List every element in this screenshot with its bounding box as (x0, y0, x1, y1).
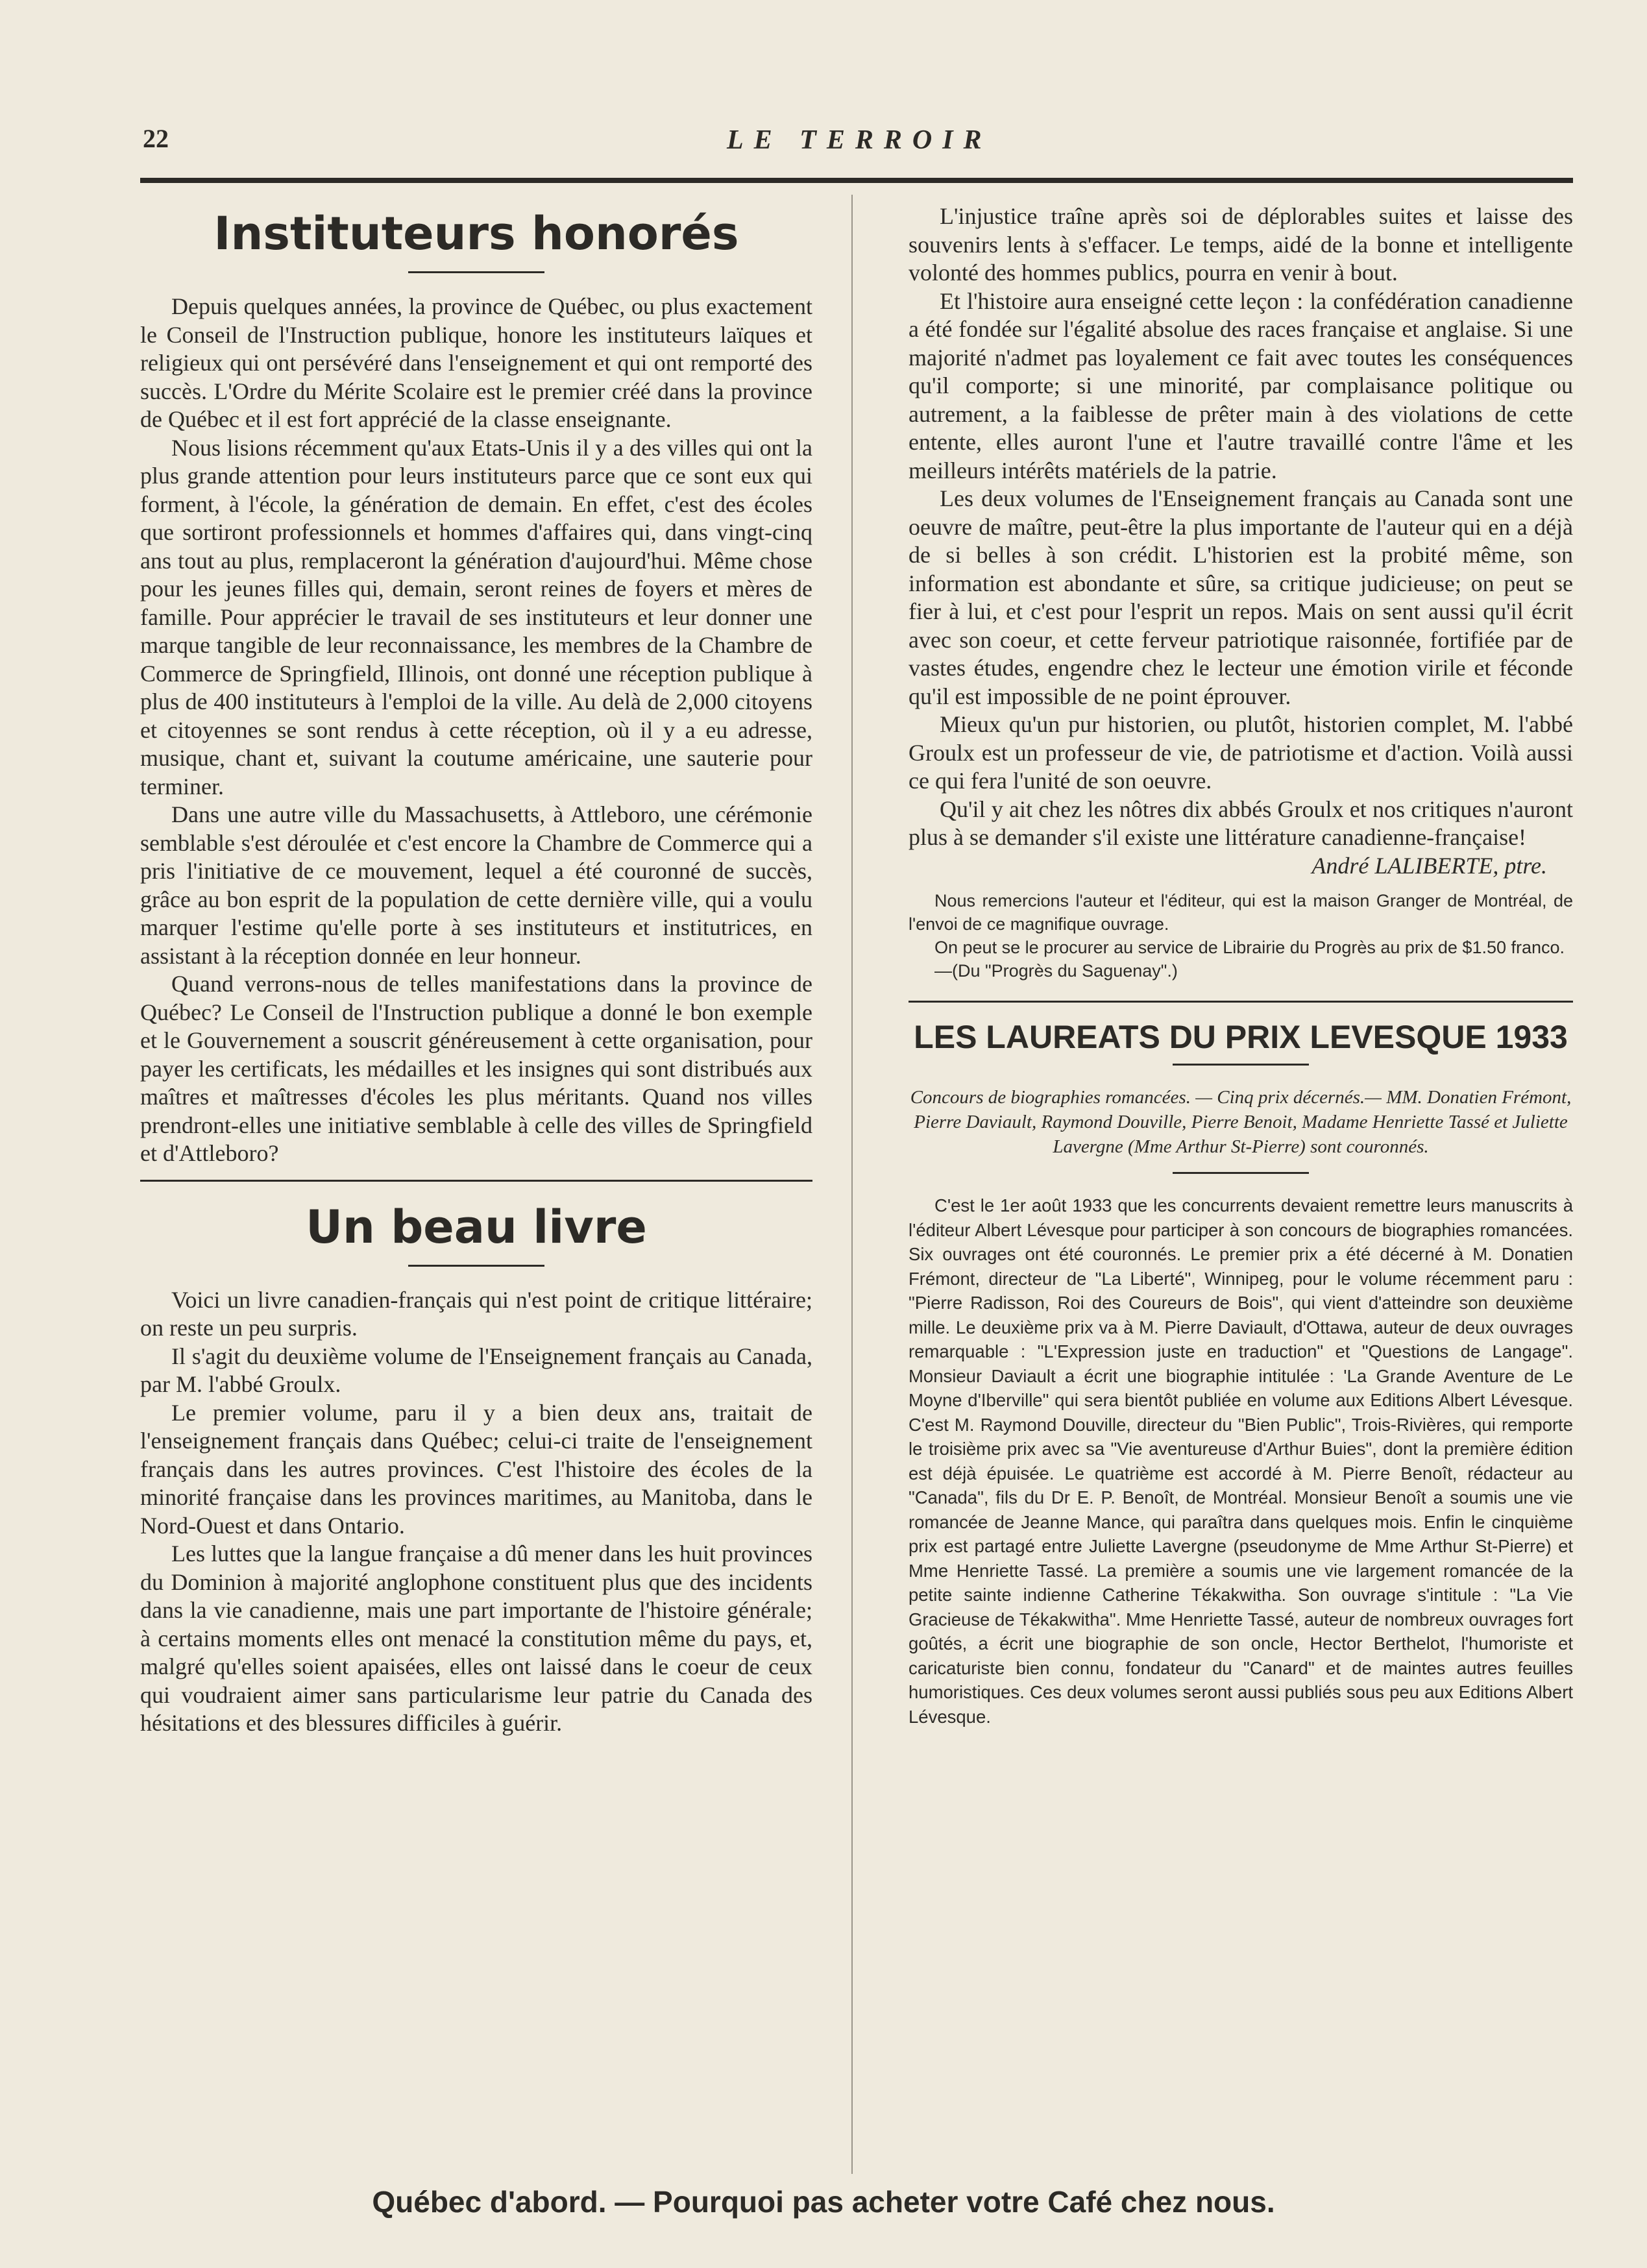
article-paragraph: Les luttes que la langue française a dû mener dans les huit provinces du Dominion à majorité anglophone constituent plus que des incidents dans la vie canadienne, mais une part importante de l'histoire générale; à certains moments elles ont menacé la constitution même du pays, et, malgré qu'elles soient apaisées, elles ont laissé dans le coeur de ceux qui voudraient aimer sans particularisme leur patrie du Canada des hésitations et des blessures difficiles à guérir. (140, 1541, 812, 1736)
article-deck: Concours de biographies romancées. — Cinq prix décernés.— MM. Donatien Frémont, Pierre Daviault, Raymond Douville, Pierre Benoit, Madame Henriette Tassé et Juliette Lavergne (Mme Arthur St-Pierre) sont couronnés. (910, 1087, 1572, 1157)
title-underline (1173, 1064, 1309, 1066)
article-paragraph: Depuis quelques années, la province de Québec, ou plus exactement le Conseil de l'Instruction publique, honore les instituteurs laïques et religieux qui ont persévéré dans l'enseignement et qui ont remporté des succès. L'Ordre du Mérite Scolaire est le premier créé dans la province de Québec et il est fort apprécié de la classe enseignante. (140, 293, 812, 432)
column-divider (851, 195, 853, 2174)
article-paragraph: Voici un livre canadien-français qui n'est point de critique littéraire; on reste un peu surpris. (140, 1286, 812, 1341)
footer-slogan: Québec d'abord. — Pourquoi pas acheter votre Café chez nous. (372, 2185, 1275, 2219)
deck-underline (1173, 1172, 1309, 1174)
author-signature: André LALIBERTE, ptre. (1312, 852, 1547, 879)
article-paragraph: Le premier volume, paru il y a bien deux ans, traitait de l'enseignement français dans Québec; celui-ci traite de l'enseignement français dans les autres provinces. C'est l'histoire des écoles de la minorité française dans les provinces maritimes, au Manitoba, dans le Nord-Ouest et dans Ontario. (140, 1399, 812, 1539)
article-paragraph: Mieux qu'un pur historien, ou plutôt, historien complet, M. l'abbé Groulx est un professeur de vie, de patriotisme et d'action. Voilà aussi ce qui fera l'unité de son oeuvre. (909, 711, 1573, 794)
article-separator (909, 1001, 1573, 1003)
article-paragraph: Qu'il y ait chez les nôtres dix abbés Groulx et nos critiques n'auront plus à se demander s'il existe une littérature canadienne-française! (909, 796, 1573, 850)
article-paragraph: Quand verrons-nous de telles manifestations dans la province de Québec? Le Conseil de l'Instruction publique a donné le bon exemple et le Gouvernement a souscrit généreusement à cette organisation, pour payer les certificats, les médailles et les insignes qui sont distribués aux maîtres et maîtresses d'écoles les plus méritants. Quand nos villes prendront-elles une initiative semblable à celle des villes de Springfield et d'Attleboro? (140, 971, 812, 1166)
article-paragraph: C'est le 1er août 1933 que les concurrents devaient remettre leurs manuscrits à l'éditeur Albert Lévesque pour participer à son concours de biographies romancées. Six ouvrages ont été couronnés. Le premier prix a été décerné à M. Donatien Frémont, directeur de "La Liberté", Winnipeg, pour le volume récemment paru : "Pierre Radisson, Roi des Coureurs de Bois", qui vient d'atteindre son deuxième mille. Le deuxième prix va à M. Pierre Daviault, d'Ottawa, auteur de deux ouvrages remarquable : "L'Expression juste en traduction" et "Questions de Langage". Monsieur Daviault a écrit une biographie intitulée : 'La Grande Aventure de Le Moyne d'Iberville" qui sera bientôt publiée en volume aux Editions Albert Lévesque. C'est M. Raymond Douville, directeur du "Bien Public", Trois-Rivières, qui remporte le troisième prix avec sa "Vie aventureuse d'Arthur Buies", dont la première édition est déjà épuisée. Le quatrième est accordé à M. Pierre Benoît, rédacteur au "Canada", fils du Dr E. P. Benoît, de Montréal. Monsieur Benoît a soumis une vie romancée de Jeanne Mance, qui paraîtra dans quelques mois. Enfin le cinquième prix est partagé entre Juliette Lavergne (pseudonyme de Mme Arthur St-Pierre) et Mme Henriette Tassé. La première a soumis une vie largement romancée de la petite sainte indienne Catherine Tékakwitha. Son ouvrage s'intitule : "La Vie Gracieuse de Tékakwitha". Mme Henriette Tassé, auteur de nombreux ouvrages fort goûtés, a écrit une biographie de son oncle, Hector Berthelot, l'humoriste et caricaturiste bien connu, fondateur du "Canard" et de maintes autres feuilles humoristiques. Ces deux volumes seront aussi publiés sous peu aux Editions Albert Lévesque. (909, 1195, 1573, 1727)
article-title-laureats: LES LAUREATS DU PRIX LEVESQUE 1933 (914, 1019, 1568, 1055)
title-underline (408, 1265, 544, 1267)
article-paragraph: L'injustice traîne après soi de déplorables suites et laisse des souvenirs lents à s'effacer. Le temps, aidé de la bonne et intelligente volonté des hommes publics, pourra en venir à bout. (909, 203, 1573, 286)
right-column (909, 202, 1573, 1729)
running-title: LE TERROIR (727, 125, 992, 155)
left-column (140, 202, 812, 1738)
article-title-beau-livre: Un beau livre (306, 1200, 647, 1254)
article-paragraph: Dans une autre ville du Massachusetts, à Attleboro, une cérémonie semblable s'est déroulée et c'est encore la Chambre de Commerce qui a pris l'initiative de ce mouvement, lequel a été couronné de succès, grâce au bon esprit de la population de cette dernière ville, qui a voulu marquer l'estime qu'elle porte à ses instituteurs et institutrices, en assistant à la réception donnée en leur honneur. (140, 801, 812, 969)
article-paragraph: Nous lisions récemment qu'aux Etats-Unis il y a des villes qui ont la plus grande attention pour leurs instituteurs parce que ce sont eux qui forment, à l'école, la génération de demain. En effet, c'est des écoles que sortiront professionnels et hommes d'affaires qui, dans vingt-cinq ans tout au plus, remplaceront la génération d'aujourd'hui. Même chose pour les jeunes filles qui, demain, seront reines de foyers et mères de famille. Pour apprécier le travail de ses instituteurs et leur donner une marque tangible de leur reconnaissance, les membres de la Chambre de Commerce de Springfield, Illinois, ont donné une réception publique à plus de 400 instituteurs à l'emploi de la ville. Au delà de 2,000 citoyens et citoyennes se sont rendus à cette réception, où il y a eu adresse, musique, chant et, suivant la coutume américaine, une sauterie pour terminer. (140, 434, 812, 799)
editor-note: On peut se le procurer au service de Librairie du Progrès au prix de $1.50 franco. (934, 938, 1565, 957)
article-paragraph: Il s'agit du deuxième volume de l'Enseignement français au Canada, par M. l'abbé Groulx. (140, 1343, 812, 1397)
editor-note: Nous remercions l'auteur et l'éditeur, qui est la maison Granger de Montréal, de l'envoi de ce magnifique ouvrage. (909, 891, 1573, 934)
page-number: 22 (143, 124, 169, 153)
source-credit: —(Du "Progrès du Saguenay".) (934, 961, 1178, 981)
article-paragraph: Les deux volumes de l'Enseignement français au Canada sont une oeuvre de maître, peut-être la plus importante de l'auteur qui en a déjà de si belles à son crédit. L'historien est la probité même, son information est abondante et sûre, sa critique judicieuse; on peut se fier à lui, et c'est pour l'esprit un repos. Mais on sent aussi qu'il écrit avec son coeur, et cette ferveur patriotique raisonnée, fortifiée par de vastes études, engendre chez le lecteur une émotion virile et féconde qu'il est impossible de ne point éprouver. (909, 485, 1573, 709)
article-paragraph: Et l'histoire aura enseigné cette leçon : la confédération canadienne a été fondée sur l'égalité absolue des races française et anglaise. Si une majorité n'admet pas loyalement ce fait avec toutes les conséquences qu'il comporte; si une minorité, par complaisance politique ou autrement, a la faiblesse de prêter main à des violations de cette entente, elles auront l'une et l'autre travaillé contre l'âme et les meilleurs intérêts matériels de la patrie. (909, 287, 1573, 483)
article-title-instituteurs: Instituteurs honorés (214, 207, 739, 260)
title-underline (408, 271, 544, 273)
article-separator (140, 1180, 812, 1182)
header-rule (140, 178, 1573, 183)
